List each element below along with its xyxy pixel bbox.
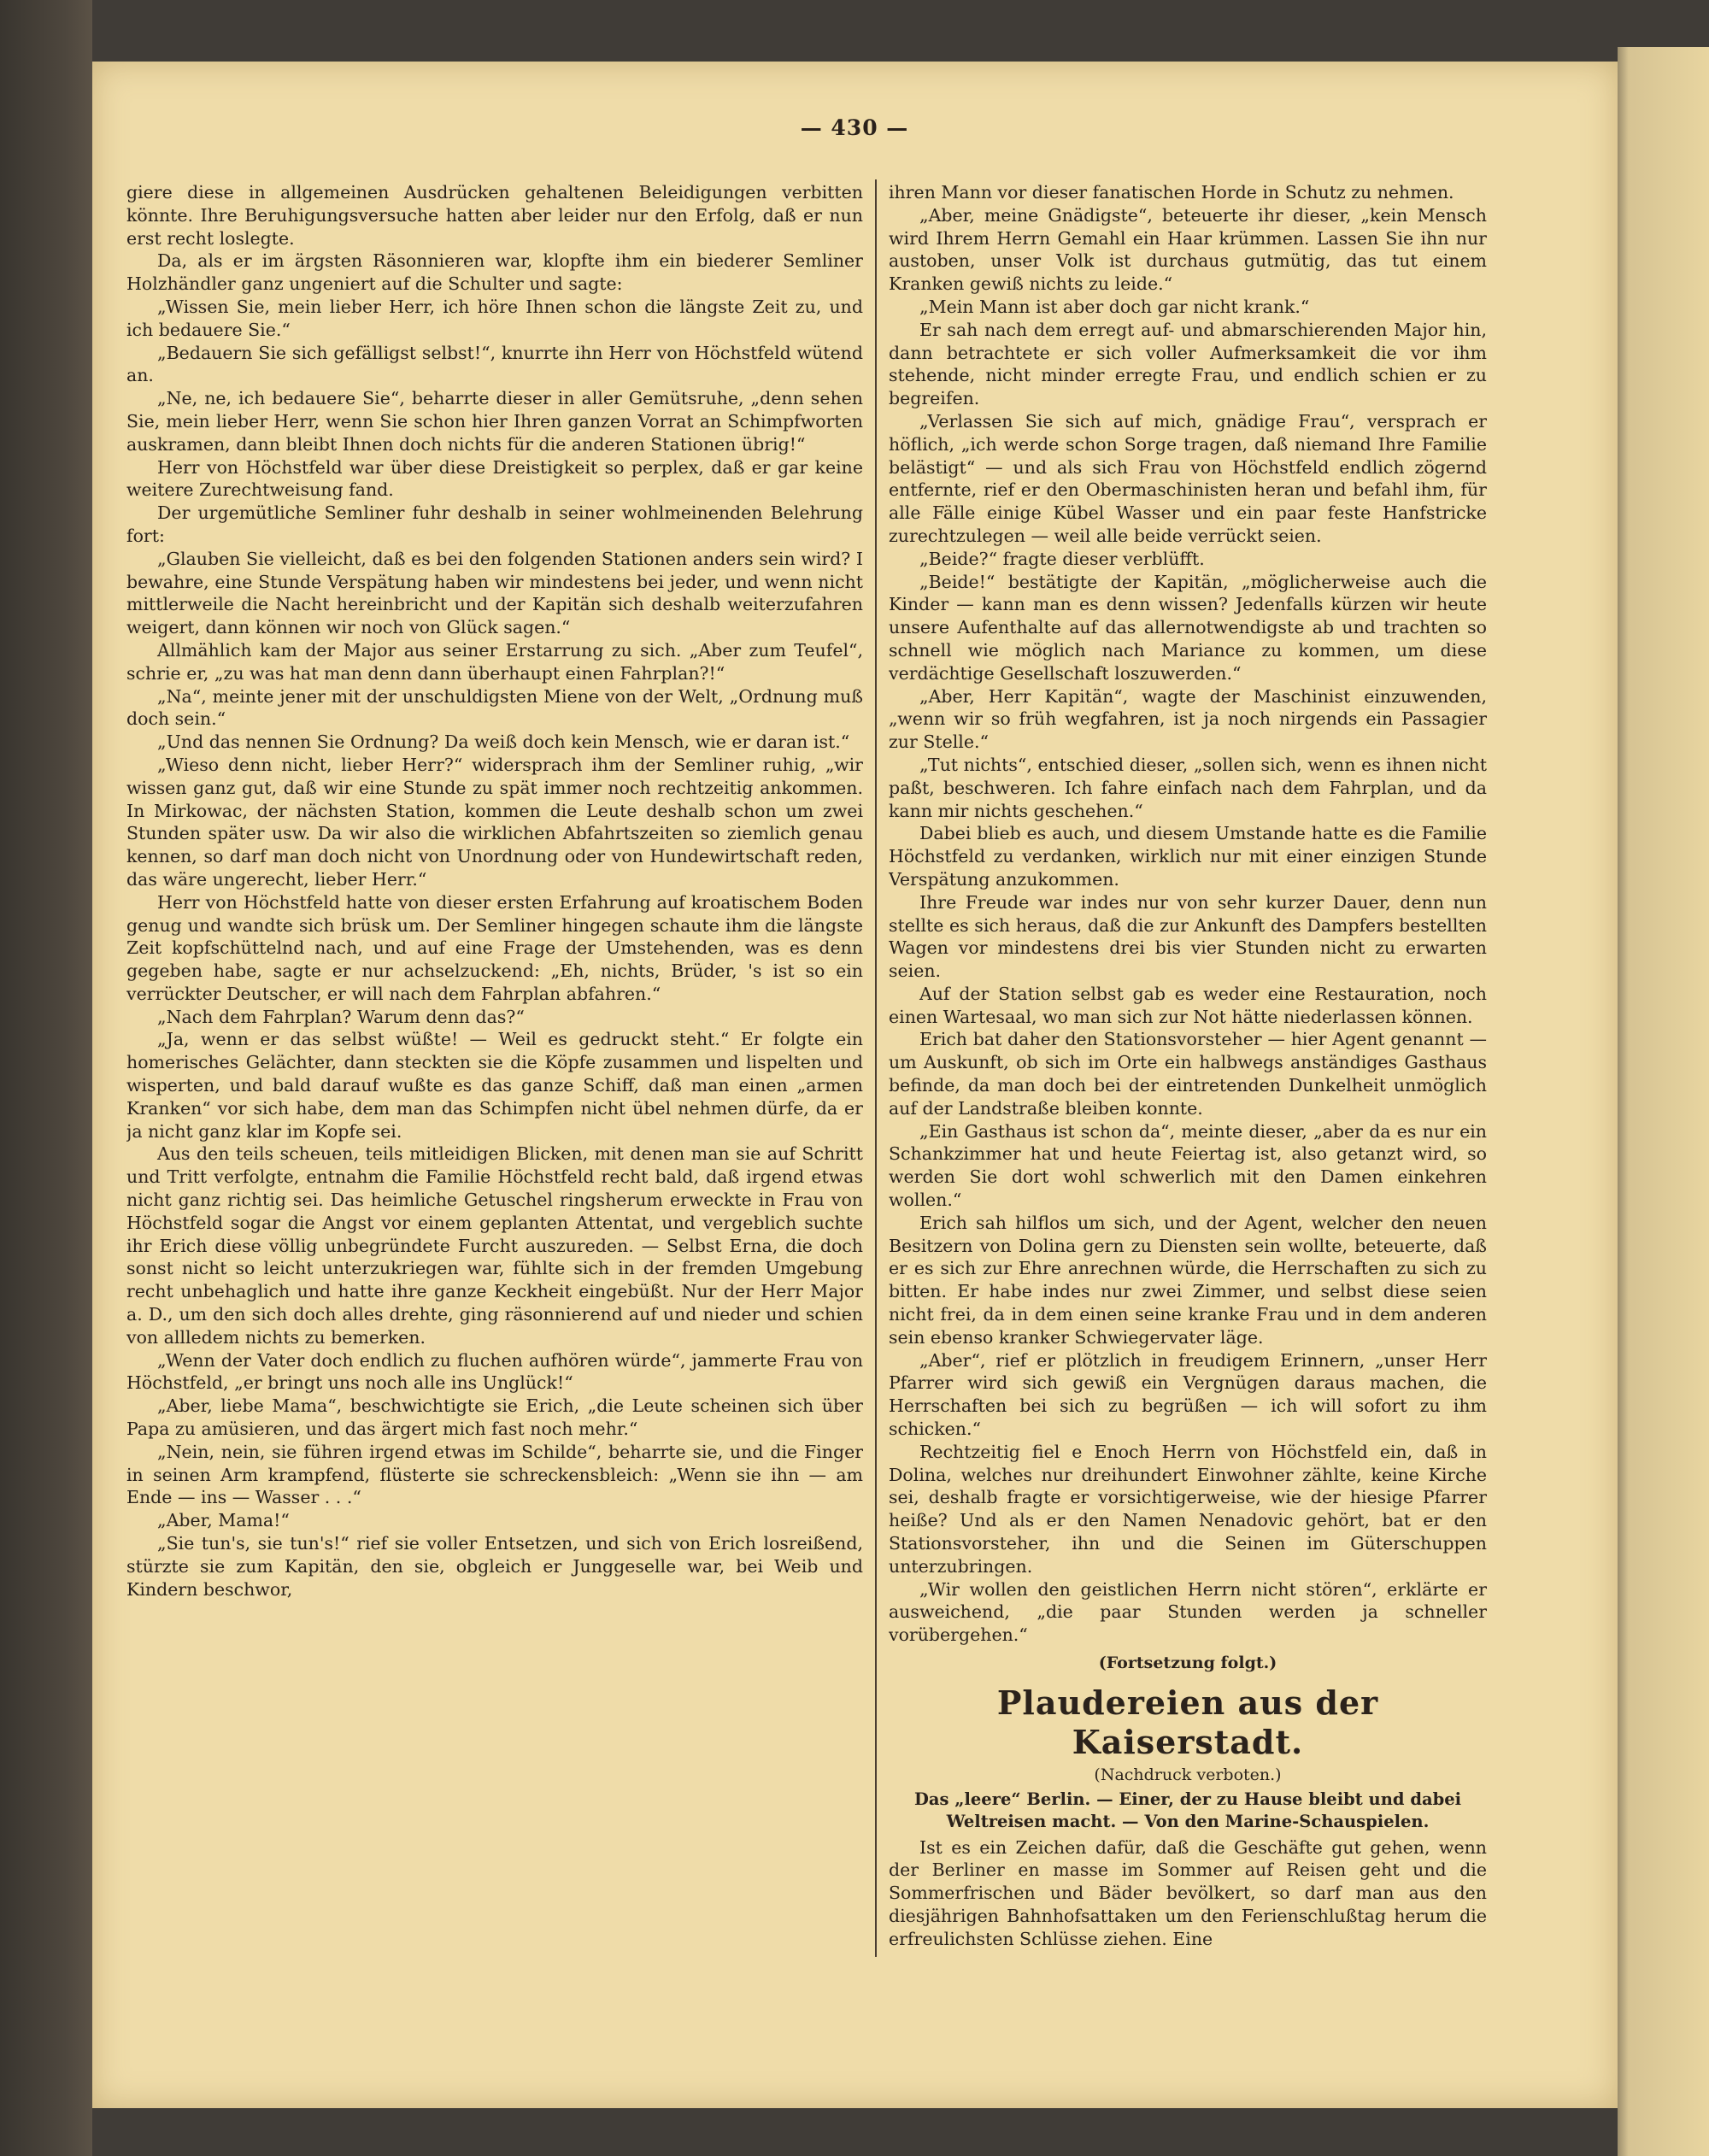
paragraph: „Tut nichts“, entschied dieser, „sollen sich, wenn es ihnen nicht paßt, beschweren. Ich fahre einfach nach dem Fahrplan, und da kann mir nichts geschehen.“: [889, 754, 1487, 821]
paragraph: „Wieso denn nicht, lieber Herr?“ widersprach ihm der Semliner ruhig, „wir wissen ganz gut, daß wir eine Stunde zu spät immer noch rechtzeitig ankommen. In Mirkowac, der nächsten Station, kommen die Leute deshalb schon um zwei Stunden später usw. Da wir also die wirklichen Abfahrtszeiten so ziemlich genau kennen, so darf man doch nicht von Unordnung oder von Hundewirtschaft reden, das wäre ungerecht, lieber Herr.“: [126, 754, 863, 890]
paragraph: Der urgemütliche Semliner fuhr deshalb in seiner wohlmeinenden Belehrung fort:: [126, 502, 863, 546]
paragraph: giere diese in allgemeinen Ausdrücken gehaltenen Beleidigungen verbitten könnte. Ihre Beruhigungsversuche hatten aber leider nur den Erfolg, daß er nun erst recht loslegte.: [126, 182, 863, 249]
page-number: — 430 —: [800, 115, 909, 140]
paragraph: „Aber, Herr Kapitän“, wagte der Maschinist einzuwenden, „wenn wir so früh wegfahren, ist ja noch nirgends ein Passagier zur Stelle.“: [889, 685, 1487, 753]
paragraph: „Mein Mann ist aber doch gar nicht krank.“: [919, 296, 1310, 317]
paragraph: Herr von Höchstfeld hatte von dieser ersten Erfahrung auf kroatischem Boden genug und wandte sich brüsk um. Der Semliner hingegen schaute ihm die längste Zeit kopfschüttelnd nach, und auf eine Frage der Umstehenden, was es denn gegeben habe, sagte er nur achselzuckend: „Eh, nichts, Brüder, 's ist so ein verrückter Deutscher, er will nach dem Fahrplan abfahren.“: [126, 891, 863, 1004]
paragraph: „Aber, Mama!“: [157, 1510, 290, 1531]
reprint-notice: (Nachdruck verboten.): [1094, 1765, 1282, 1784]
paragraph: Ihre Freude war indes nur von sehr kurzer Dauer, denn nun stellte es sich heraus, daß die zur Ankunft des Dampfers bestellten Wagen vor mindestens drei bis vier Stunden nicht zu erwarten seien.: [889, 891, 1487, 982]
paragraph: „Aber, liebe Mama“, beschwichtigte sie Erich, „die Leute scheinen sich über Papa zu amüsieren, und das ärgert mich fast noch mehr.“: [126, 1395, 863, 1440]
feuilleton-headline: Plaudereien aus der Kaiserstadt.: [996, 1683, 1379, 1761]
paragraph: Er sah nach dem erregt auf- und abmarschierenden Major hin, dann betrachtete er sich voller Aufmerksamkeit die vor ihm stehende, nicht minder erregte Frau, und endlich schien er zu begreifen.: [889, 319, 1487, 409]
paragraph: „Ein Gasthaus ist schon da“, meinte dieser, „aber da es nur ein Schankzimmer hat und heute Feiertag ist, also getanzt wird, so werden Sie dort wohl schwerlich mit den Damen einkehren wollen.“: [889, 1120, 1487, 1211]
paragraph: „Ne, ne, ich bedauere Sie“, beharrte dieser in aller Gemütsruhe, „denn sehen Sie, mein lieber Herr, wenn Sie schon hier Ihren ganzen Vorrat an Schimpfworten auskramen, dann bleibt Ihnen doch nichts für die anderen Stationen übrig!“: [126, 388, 863, 455]
paragraph: Da, als er im ärgsten Räsonnieren war, klopfte ihm ein biederer Semliner Holzhändler ganz ungeniert auf die Schulter und sagte:: [126, 250, 863, 295]
paragraph: Erich sah hilflos um sich, und der Agent, welcher den neuen Besitzern von Dolina gern zu Diensten sein wollte, beteuerte, daß er es sich zur Ehre anrechnen würde, die Herrschaften zu sich zu bitten. Er habe indes nur zwei Zimmer, und selbst diese seien nicht frei, da in dem einen seine kranke Frau und in dem anderen sein ebenso kranker Schwiegervater läge.: [889, 1212, 1487, 1348]
paragraph: Dabei blieb es auch, und diesem Umstande hatte es die Familie Höchstfeld zu verdanken, wirklich nur mit einer einzigen Stunde Verspätung anzukommen.: [889, 823, 1487, 890]
paragraph: „Wissen Sie, mein lieber Herr, ich höre Ihnen schon die längste Zeit zu, und ich bedauere Sie.“: [126, 296, 863, 340]
paragraph: Allmählich kam der Major aus seiner Erstarrung zu sich. „Aber zum Teufel“, schrie er, „zu was hat man denn dann überhaupt einen Fahrplan?!“: [126, 639, 863, 684]
paragraph: „Sie tun's, sie tun's!“ rief sie voller Entsetzen, und sich von Erich losreißend, stürzte sie zum Kapitän, den sie, obgleich er Junggeselle war, bei Weib und Kindern beschwor,: [126, 1533, 863, 1600]
paragraph: „Ja, wenn er das selbst wüßte! — Weil es gedruckt steht.“ Er folgte ein homerisches Gelächter, dann steckten sie die Köpfe zusammen und lispelten und wisperten, und bald darauf wußte es das ganze Schiff, daß man einen „armen Kranken“ vor sich habe, dem man das Schimpfen nicht übel nehmen dürfe, da er ja nicht ganz klar im Kopfe sei.: [126, 1029, 863, 1142]
paragraph: „Bedauern Sie sich gefälligst selbst!“, knurrte ihn Herr von Höchstfeld wütend an.: [126, 342, 863, 386]
paragraph: „Aber“, rief er plötzlich in freudigem Erinnern, „unser Herr Pfarrer wird sich gewiß ein Vergnügen daraus machen, die Herrschaften bei sich zu begrüßen — ich will sofort zu ihm schicken.“: [889, 1349, 1487, 1440]
paragraph: Rechtzeitig fiel e Enoch Herrn von Höchstfeld ein, daß in Dolina, welches nur dreihundert Einwohner zählte, keine Kirche sei, deshalb fragte er vorsichtigerweise, wie der hiesige Pfarrer heiße? Und als er den Namen Nenadovic gehört, bat er den Stationsvorsteher, ihn und die Seinen im Güterschuppen unterzubringen.: [889, 1441, 1487, 1577]
adjacent-page-edge: [1618, 47, 1709, 2156]
paragraph: „Nein, nein, sie führen irgend etwas im Schilde“, beharrte sie, und die Finger in seinen Arm krampfend, flüsterte sie schreckensbleich: „Wenn sie ihn — am Ende — ins — Wasser . . .“: [126, 1441, 863, 1508]
paragraph: „Beide?“ fragte dieser verblüfft.: [919, 548, 1205, 569]
column-divider: [875, 179, 877, 1957]
paragraph: „Wenn der Vater doch endlich zu fluchen aufhören würde“, jammerte Frau von Höchstfeld, „er bringt uns noch alle ins Unglück!“: [126, 1349, 863, 1394]
paragraph: „Glauben Sie vielleicht, daß es bei den folgenden Stationen anders sein wird? I bewahre, eine Stunde Verspätung haben wir mindestens bei jeder, und wenn nicht mittlerweile die Nacht hereinbricht und der Kapitän sich deshalb weiterzufahren weigert, dann können wir noch von Glück sagen.“: [126, 548, 863, 638]
left-column: [126, 181, 863, 1967]
paragraph: Herr von Höchstfeld war über diese Dreistigkeit so perplex, daß er gar keine weitere Zurechtweisung fand.: [126, 456, 863, 501]
paragraph: ihren Mann vor dieser fanatischen Horde in Schutz zu nehmen.: [889, 182, 1454, 203]
paragraph: „Und das nennen Sie Ordnung? Da weiß doch kein Mensch, wie er daran ist.“: [157, 731, 850, 753]
right-column: [889, 181, 1487, 1967]
paragraph: Ist es ein Zeichen dafür, daß die Geschäfte gut gehen, wenn der Berliner en masse im Sommer auf Reisen geht und die Sommerfrischen und Bäder bevölkert, so darf man aus den diesjährigen Bahnhofsattaken um den Ferienschlußtag herum die erfreulichsten Schlüsse ziehen. Eine: [889, 1836, 1487, 1949]
paragraph: Aus den teils scheuen, teils mitleidigen Blicken, mit denen man sie auf Schritt und Tritt verfolgte, entnahm die Familie Höchstfeld recht bald, daß irgend etwas nicht ganz richtig sei. Das heimliche Getuschel ringsherum erweckte in Frau von Höchstfeld sogar die Angst vor einem geplanten Attentat, und vergeblich suchte ihr Erich diese völlig unbegründete Furcht auszureden. — Selbst Erna, die doch sonst nicht so leicht unterzukriegen war, fühlte sich in der fremden Umgebung recht unbehaglich und hatte ihre ganze Keckheit eingebüßt. Nur der Herr Major a. D., um den sich doch alles drehte, ging räsonnierend auf und nieder und schien von allledem nichts zu bemerken.: [126, 1143, 863, 1348]
paragraph: „Beide!“ bestätigte der Kapitän, „möglicherweise auch die Kinder — kann man es denn wissen? Jedenfalls kürzen wir heute unsere Aufenthalte auf das allernotwendigste ab und trachten so schnell wie möglich nach Mariance zu kommen, um diese verdächtige Gesellschaft loszuwerden.“: [889, 571, 1487, 684]
to-be-continued: (Fortsetzung folgt.): [1098, 1654, 1277, 1672]
feuilleton-subheads: Das „leere“ Berlin. — Einer, der zu Hause bleibt und dabei Weltreisen macht. — Von den Marine-Schauspielen.: [913, 1789, 1462, 1831]
paragraph: „Nach dem Fahrplan? Warum denn das?“: [157, 1006, 525, 1027]
paragraph: Erich bat daher den Stationsvorsteher — hier Agent genannt — um Auskunft, ob sich im Orte ein halbwegs anständiges Gasthaus befinde, da man doch bei der eintretenden Dunkelheit unmöglich auf der Landstraße bleiben konnte.: [889, 1029, 1487, 1119]
paragraph: Auf der Station selbst gab es weder eine Restauration, noch einen Wartesaal, wo man sich zur Not hätte niederlassen können.: [889, 983, 1487, 1027]
paragraph: „Wir wollen den geistlichen Herrn nicht stören“, erklärte er ausweichend, „die paar Stunden werden ja schneller vorübergehen.“: [889, 1578, 1487, 1646]
paragraph: „Verlassen Sie sich auf mich, gnädige Frau“, versprach er höflich, „ich werde schon Sorge tragen, daß niemand Ihre Familie belästigt“ — und als sich Frau von Höchstfeld endlich zögernd entfernte, rief er den Obermaschinisten heran und befahl ihm, für alle Fälle einige Kübel Wasser und ein paar feste Hanfstricke zurechtzulegen — weil alle beide verrückt seien.: [889, 410, 1487, 546]
paragraph: „Aber, meine Gnädigste“, beteuerte ihr dieser, „kein Mensch wird Ihrem Herrn Gemahl ein Haar krümmen. Lassen Sie ihn nur austoben, unser Volk ist durchaus gutmütig, das tut einem Kranken gewiß nichts zu leide.“: [889, 204, 1487, 295]
paragraph: „Na“, meinte jener mit der unschuldigsten Miene von der Welt, „Ordnung muß doch sein.“: [126, 685, 863, 730]
scan-background-left: [0, 0, 92, 2156]
